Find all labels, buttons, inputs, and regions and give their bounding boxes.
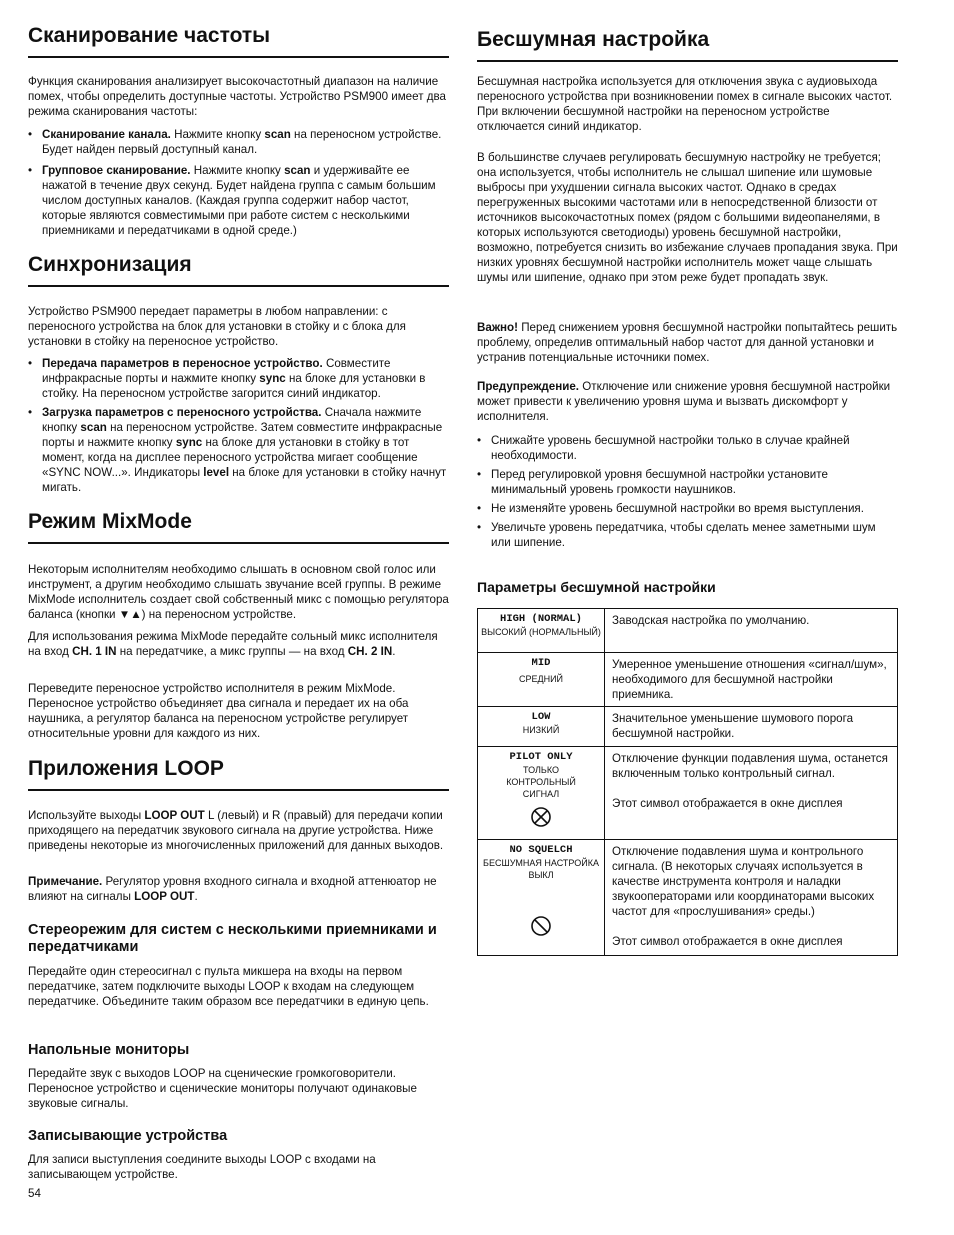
- page-number: 54: [28, 1187, 41, 1200]
- list-item: • Загрузка параметров с переносного устройства. Сначала нажмите кнопку scan на переносном устройстве. Затем совместите инфракрасные порты и нажмите кнопку sync на блоке для установки в стойку в тот момент, когда на дисплее переносного устройства мигает сообщение «SYNC NOW...». Индикаторы level на блоке для установки в стойку начнут мигать.: [28, 405, 449, 495]
- table-row: LOW НИЗКИЙ Значительное уменьшение шумового порога бесшумной настройки.: [478, 707, 898, 747]
- stereo-title: Стереорежим для систем с несколькими приемниками и передатчиками: [28, 922, 437, 955]
- floor-monitors-title: Напольные мониторы: [28, 1042, 190, 1058]
- list-item: • Снижайте уровень бесшумной настройки только в случае крайней необходимости.: [477, 433, 898, 463]
- list-item: • Групповое сканирование. Нажмите кнопку scan и удерживайте ее нажатой в течение двух секунд. Будет найдена группа с самым большим числом доступных каналов. (Каждая группа содержит набор частот, которые являются совместимыми при работе систем с несколькими приемниками и передатчиками в одной среде.): [28, 163, 449, 238]
- loop-p1: Используйте выходы LOOP OUT L (левый) и R (правый) для передачи копии приходящего на передатчик звукового сигнала на другие устройства. Ниже приведены некоторые из многочисленных приложений для данных выходов.: [28, 809, 444, 852]
- no-squelch-icon: [530, 915, 552, 937]
- list-item: • Передача параметров в переносное устройство. Совместите инфракрасные порты и нажмите кнопку sync на блоке для установки в стойку. На переносном устройстве загорится синий индикатор.: [28, 356, 449, 401]
- list-item: • Не изменяйте уровень бесшумной настройки во время выступления.: [477, 501, 898, 516]
- stereo-text: Передайте один стереосигнал с пульта микшера на входы на первом передатчике, затем подключите выходы LOOP к входам на следующем передатчике. Объедините таким образом все передатчики в единую цепь.: [28, 965, 429, 1008]
- sync-intro: Устройство PSM900 передает параметры в любом направлении: с переносного устройства на блок для установки в стойку и с блока для установки в стойку на переносное устройство.: [28, 305, 406, 348]
- important-note: Важно! Перед снижением уровня бесшумной настройки попытайтесь решить проблему, определив оптимальный набор частот для данной установки и устранив потенциальные источники помех.: [477, 321, 898, 364]
- squelch-bullets: [477, 433, 898, 550]
- squelch-table: [477, 608, 898, 956]
- squelch-p1: Бесшумная настройка используется для отключения звука с аудиовыхода переносного устройства при возникновении помех в сигнале высоких частот. При включении бесшумной настройки на переносном устройстве отключается синий индикатор.: [477, 75, 893, 133]
- recorders-text: Для записи выступления соедините выходы LOOP с входами на записывающем устройстве.: [28, 1153, 376, 1181]
- pilot-only-icon: [530, 806, 552, 828]
- list-item: • Перед регулировкой уровня бесшумной настройки установите минимальный уровень громкости наушников.: [477, 467, 898, 497]
- table-row: MID СРЕДНИЙ Умеренное уменьшение отношения «сигнал/шум», необходимого для бесшумной настройки приемника.: [478, 653, 898, 707]
- list-item: • Сканирование канала. Нажмите кнопку scan на переносном устройстве. Будет найден первый доступный канал.: [28, 127, 449, 157]
- table-row: HIGH (NORMAL) ВЫСОКИЙ (НОРМАЛЬНЫЙ) Заводская настройка по умолчанию.: [478, 609, 898, 653]
- scan-intro: Функция сканирования анализирует высокочастотный диапазон на наличие помех, чтобы определить доступные частоты. Устройство PSM900 имеет два режима сканирования частоты:: [28, 75, 446, 118]
- mixmode-p2: Для использования режима MixMode передайте сольный микс исполнителя на вход CH. 1 IN на передатчике, а микс группы — на вход CH. 2 IN.: [28, 630, 438, 658]
- scan-list: [28, 127, 449, 238]
- scan-title: Сканирование частоты: [28, 24, 449, 58]
- recorders-title: Записывающие устройства: [28, 1128, 228, 1144]
- loop-title: Приложения LOOP: [28, 757, 449, 791]
- floor-monitors-text: Передайте звук с выходов LOOP на сценические громкоговорители. Переносное устройство и сценические мониторы получают одинаковые звуковые сигналы.: [28, 1067, 417, 1110]
- loop-note: Примечание. Регулятор уровня входного сигнала и входной аттенюатор не влияют на сигналы LOOP OUT.: [28, 875, 437, 903]
- squelch-p2: В большинстве случаев регулировать бесшумную настройку не требуется; она используется, чтобы исполнитель не слышал шипение или шумовые выбросы при ухудшении сигнала высоких частот. Однако в средах перегруженных высокими частотами или в непосредственной близости от источников высокочастотных помех (рядом с большими видеопанелями, в которых используются светодиоды) уровень бесшумной настройки, возможно, потребуется снизить во избежание случаев пропадания звука. При низких уровнях бесшумной настройки исполнитель может чаще слышать шумы или шипение, однако при этом реже будет пропадать звук.: [477, 151, 898, 284]
- table-row: PILOT ONLY ТОЛЬКО КОНТРОЛЬНЫЙ СИГНАЛ Отключение функции подавления шума, останется включенным только контрольный сигнал. Этот символ отображается в окне дисплея: [478, 747, 898, 840]
- warning-note: Предупреждение. Отключение или снижение уровня бесшумной настройки может привести к увеличению уровня шума и вызвать дискомфорт у исполнителя.: [477, 380, 891, 423]
- table-row: NO SQUELCH БЕСШУМНАЯ НАСТРОЙКА ВЫКЛ Отключение подавления шума и контрольного сигнала. (В некоторых случаях используется в качестве инструмента контроля и наладки звукооператорами или координаторами высоких частот для «прослушивания» среды.) Этот символ отображается в окне дисплея: [478, 840, 898, 956]
- mixmode-p3: Переведите переносное устройство исполнителя в режим MixMode. Переносное устройство объединяет два сигнала и передает их на оба наушника, а регулятор баланса на переносном устройстве регулирует относительные уровни для каждого из них.: [28, 682, 409, 740]
- squelch-title: Бесшумная настройка: [477, 28, 898, 62]
- sync-title: Синхронизация: [28, 253, 449, 287]
- sync-list: [28, 356, 449, 495]
- table-title: Параметры бесшумной настройки: [477, 579, 716, 595]
- mixmode-title: Режим MixMode: [28, 510, 449, 544]
- list-item: • Увеличьте уровень передатчика, чтобы сделать менее заметными шум или шипение.: [477, 520, 898, 550]
- mixmode-p1: Некоторым исполнителям необходимо слышать в основном свой голос или инструмент, а другим необходимо слышать звучание всей группы. В режиме MixMode исполнитель создает свой собственный микс с помощью регулятора баланса (кнопки ▼▲) на переносном устройстве.: [28, 563, 449, 621]
